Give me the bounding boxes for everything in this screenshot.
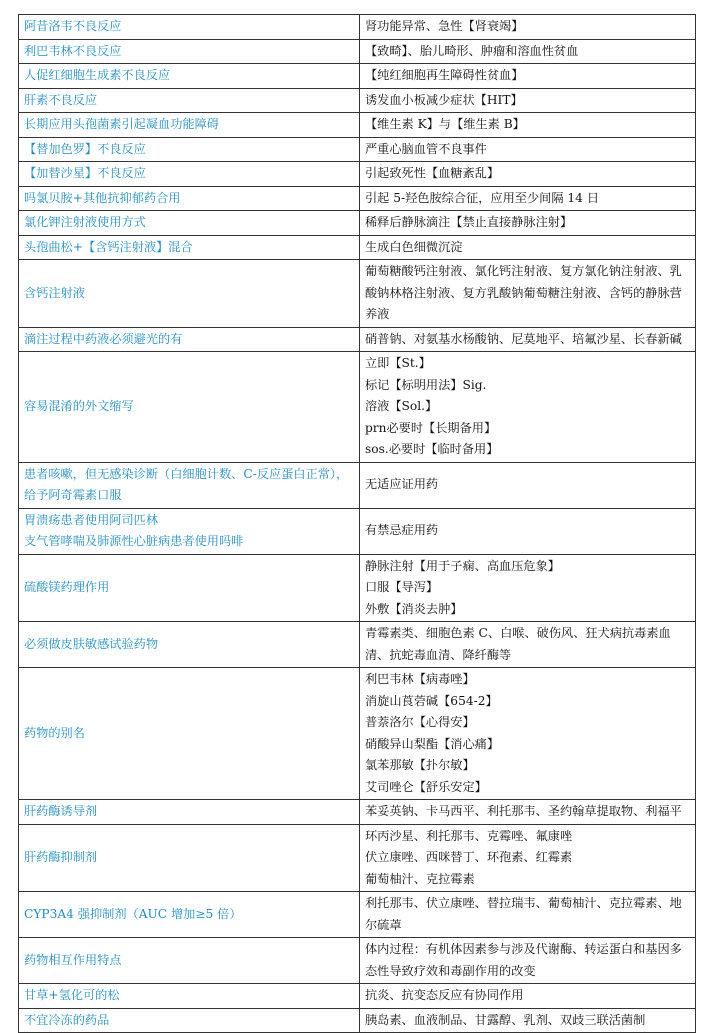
detail-line: sos.必要时【临时备用】 — [365, 442, 499, 456]
detail-line: 葡萄糖酸钙注射液、氯化钙注射液、复方氯化钠注射液、乳酸钠林格注射液、复方乳酸钠葡萄糖注射液、含钙的静脉营养液 — [365, 264, 682, 321]
detail-line: 普萘洛尔【心得安】 — [365, 715, 475, 729]
table-row — [19, 668, 696, 800]
topic-text: 容易混淆的外文缩写 — [24, 399, 134, 413]
topic-text: 含钙注射液 — [24, 285, 85, 300]
topic-cell — [19, 622, 360, 668]
table-row — [19, 554, 696, 622]
topic-text: 头孢曲松+【含钙注射液】混合 — [24, 239, 193, 254]
table-row — [19, 113, 696, 138]
topic-cell — [19, 39, 360, 64]
topic-cell — [19, 327, 360, 352]
topic-text: 滴注过程中药液必须避光的有 — [24, 331, 183, 346]
topic-cell — [19, 984, 360, 1009]
detail-cell — [360, 15, 696, 40]
table-row — [19, 235, 696, 260]
detail-line: 青霉素类、细胞色素 C、白喉、破伤风、狂犬病抗毒素血清、抗蛇毒血清、降纤酶等 — [365, 626, 671, 662]
topic-text: 药物的别名 — [24, 725, 85, 740]
topic-text: 【替加色罗】不良反应 — [24, 141, 146, 156]
detail-line: 伏立康唑、西咪替丁、环孢素、红霉素 — [365, 850, 573, 864]
detail-cell — [360, 235, 696, 260]
detail-cell — [360, 554, 696, 622]
table-row — [19, 462, 696, 508]
table-row — [19, 186, 696, 211]
topic-text: 肝药酶抑制剂 — [24, 850, 98, 864]
topic-cell — [19, 113, 360, 138]
table-row — [19, 892, 696, 938]
detail-cell — [360, 984, 696, 1009]
topic-cell — [19, 508, 360, 554]
detail-cell — [360, 260, 696, 328]
detail-line: 利托那韦、伏立康唑、替拉瑞韦、葡萄柚汁、克拉霉素、地尔硫䓬 — [365, 896, 682, 932]
detail-line: 【维生素 K】与【维生素 B】 — [365, 117, 525, 131]
detail-line: 葡萄柚汁、克拉霉素 — [365, 871, 475, 886]
detail-cell — [360, 1008, 696, 1033]
table-row — [19, 938, 696, 984]
topic-cell — [19, 462, 360, 508]
detail-line: 环丙沙星、利托那韦、克霉唑、氟康唑 — [365, 828, 573, 843]
table-row — [19, 508, 696, 554]
topic-text: 长期应用头孢菌素引起凝血功能障碍 — [24, 117, 219, 131]
topic-cell — [19, 892, 360, 938]
topic-cell — [19, 938, 360, 984]
table-row — [19, 64, 696, 89]
detail-cell — [360, 938, 696, 984]
table-row — [19, 352, 696, 463]
table-row — [19, 162, 696, 187]
detail-cell — [360, 824, 696, 892]
detail-cell — [360, 462, 696, 508]
drug-fact-table — [18, 14, 696, 1033]
topic-text: 患者咳嗽，但无感染诊断（白细胞计数、C-反应蛋白正常），给予阿奇霉素口服 — [24, 466, 349, 502]
detail-line: 苯妥英钠、卡马西平、利托那韦、圣约翰草提取物、利福平 — [365, 804, 682, 818]
topic-text: 人促红细胞生成素不良反应 — [24, 68, 171, 82]
topic-cell — [19, 668, 360, 800]
topic-cell — [19, 64, 360, 89]
topic-text: 吗氯贝胺+其他抗抑郁药合用 — [24, 190, 181, 205]
detail-line: 肾功能异常、急性【肾衰竭】 — [365, 19, 524, 33]
topic-text: 阿昔洛韦不良反应 — [24, 19, 122, 33]
topic-text: 甘草+氢化可的松 — [24, 988, 120, 1002]
topic-text: 支气管哮喘及肺源性心脏病患者使用吗啡 — [24, 534, 244, 548]
table-row — [19, 622, 696, 668]
detail-cell — [360, 113, 696, 138]
detail-line: 引起 5-羟色胺综合征，应用至少间隔 14 日 — [365, 190, 600, 205]
detail-cell — [360, 88, 696, 113]
table-row — [19, 137, 696, 162]
topic-text: 肝素不良反应 — [24, 92, 98, 107]
table-row — [19, 15, 696, 40]
detail-line: 诱发血小板减少症状【HIT】 — [365, 92, 523, 107]
detail-line: 【纯红细胞再生障碍性贫血】 — [365, 68, 524, 82]
detail-cell — [360, 162, 696, 187]
topic-cell — [19, 260, 360, 328]
topic-cell — [19, 554, 360, 622]
table-row — [19, 88, 696, 113]
detail-line: 艾司唑仑【舒乐安定】 — [365, 779, 487, 794]
topic-text: 氯化钾注射液使用方式 — [24, 215, 146, 229]
detail-line: 硝普钠、对氨基水杨酸钠、尼莫地平、培氟沙星、长春新碱 — [365, 331, 682, 346]
topic-text: CYP3A4 强抑制剂（AUC 增加≥5 倍） — [24, 906, 242, 921]
detail-cell — [360, 64, 696, 89]
table-row — [19, 800, 696, 825]
table-row — [19, 824, 696, 892]
topic-text: 硫酸镁药理作用 — [24, 580, 110, 594]
detail-cell — [360, 186, 696, 211]
topic-cell — [19, 824, 360, 892]
detail-line: 消旋山莨菪碱【654-2】 — [365, 693, 498, 708]
detail-line: 口服【导泻】 — [365, 580, 439, 594]
detail-line: 生成白色细微沉淀 — [365, 239, 463, 254]
topic-text: 必须做皮肤敏感试验药物 — [24, 636, 159, 651]
detail-cell — [360, 508, 696, 554]
topic-text: 药物相互作用特点 — [24, 952, 122, 967]
topic-cell — [19, 137, 360, 162]
detail-cell — [360, 668, 696, 800]
detail-line: 有禁忌症用药 — [365, 523, 439, 538]
detail-cell — [360, 622, 696, 668]
topic-cell — [19, 800, 360, 825]
detail-line: 胰岛素、血液制品、甘露醇、乳剂、双歧三联活菌制 — [365, 1012, 646, 1027]
table-row — [19, 1008, 696, 1033]
detail-cell — [360, 327, 696, 352]
topic-cell — [19, 235, 360, 260]
detail-line: 无适应证用药 — [365, 477, 439, 492]
detail-line: 标记【标明用法】Sig. — [365, 377, 487, 392]
detail-cell — [360, 39, 696, 64]
detail-cell — [360, 352, 696, 463]
detail-line: 静脉注射【用于子痫、高血压危象】 — [365, 558, 560, 573]
detail-cell — [360, 800, 696, 825]
table-row — [19, 984, 696, 1009]
topic-text: 肝药酶诱导剂 — [24, 804, 98, 818]
detail-line: 抗炎、抗变态反应有协同作用 — [365, 988, 524, 1002]
topic-cell — [19, 186, 360, 211]
topic-cell — [19, 1008, 360, 1033]
detail-line: prn必要时【长期备用】 — [365, 420, 497, 435]
topic-text: 胃溃疡患者使用阿司匹林 — [24, 512, 159, 527]
detail-line: 立即【St.】 — [365, 356, 431, 370]
topic-text: 不宜冷冻的药品 — [24, 1012, 110, 1027]
topic-cell — [19, 162, 360, 187]
detail-line: 氯苯那敏【扑尔敏】 — [365, 758, 475, 772]
table-row — [19, 211, 696, 236]
detail-line: 利巴韦林【病毒唑】 — [365, 672, 475, 686]
detail-cell — [360, 892, 696, 938]
table-row — [19, 327, 696, 352]
topic-cell — [19, 352, 360, 463]
detail-line: 引起致死性【血糖紊乱】 — [365, 166, 500, 180]
table-row — [19, 260, 696, 328]
detail-cell — [360, 137, 696, 162]
topic-cell — [19, 211, 360, 236]
detail-line: 体内过程：有机体因素参与涉及代谢酶、转运蛋白和基因多态性导致疗效和毒副作用的改变 — [365, 942, 682, 978]
detail-line: 硝酸异山梨酯【消心痛】 — [365, 736, 500, 751]
table-body — [19, 15, 696, 1033]
topic-text: 利巴韦林不良反应 — [24, 43, 122, 58]
detail-line: 稀释后静脉滴注【禁止直接静脉注射】 — [365, 215, 573, 229]
detail-line: 严重心脑血管不良事件 — [365, 141, 487, 156]
detail-line: 【致畸】、胎儿畸形、肿瘤和溶血性贫血 — [365, 43, 579, 58]
detail-cell — [360, 211, 696, 236]
detail-line: 溶液【Sol.】 — [365, 399, 438, 413]
topic-cell — [19, 88, 360, 113]
table-row — [19, 39, 696, 64]
topic-cell — [19, 15, 360, 40]
topic-text: 【加替沙星】不良反应 — [24, 166, 146, 180]
detail-line: 外敷【消炎去肿】 — [365, 601, 463, 616]
